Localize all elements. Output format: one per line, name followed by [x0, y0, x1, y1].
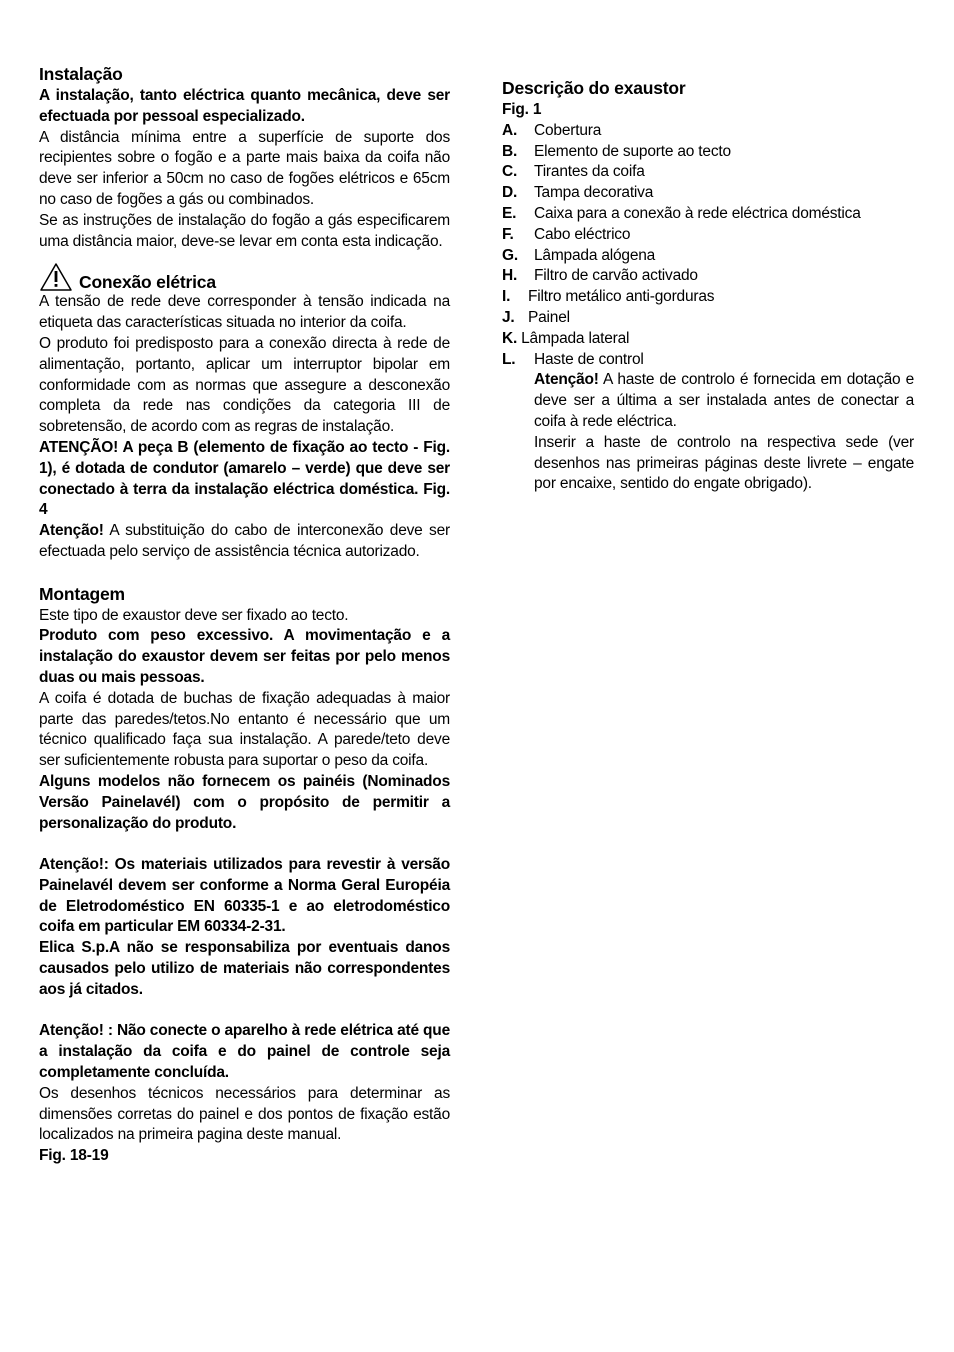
description-note2: Inserir a haste de controlo na respectiva sede (ver desenhos nas primeiras páginas deste livrete – engate por encaixe, sentido do engate obrigado).	[534, 433, 914, 493]
list-key: C.	[502, 163, 518, 181]
list-key: B.	[502, 142, 518, 160]
list-item	[502, 246, 914, 267]
list-item	[502, 225, 914, 246]
list-label: Elemento de suporte ao tecto	[534, 142, 731, 160]
assembly-heading: Montagem	[39, 583, 125, 604]
description-note-bold: Atenção!	[534, 371, 599, 389]
list-label: Cobertura	[534, 121, 602, 139]
list-key: F.	[502, 225, 514, 243]
install-gas-text: Se as instruções de instalação do fogão a gás especificarem uma distância maior, deve-se levar em conta esta indicação.	[39, 211, 450, 250]
electric-cable-bold: Atenção!	[39, 522, 104, 540]
list-key: J.	[502, 308, 515, 326]
install-heading: Instalação	[39, 64, 123, 84]
list-item	[502, 266, 914, 287]
list-key: K.	[502, 329, 518, 347]
list-item	[502, 204, 914, 225]
list-label: Haste de control	[534, 350, 644, 368]
description-note	[534, 370, 914, 432]
install-distance-text: A distância mínima entre a superfície de suporte dos recipientes sobre o fogão e a parte mais baixa da coifa não deve ser inferior a 50cm no caso de fogões elétricos e 65cm no caso de fogões a gás ou combinados.	[39, 128, 450, 208]
list-label: Lâmpada lateral	[521, 329, 630, 347]
list-label: Tirantes da coifa	[534, 163, 645, 181]
list-label: Tampa decorativa	[534, 184, 654, 202]
spacer	[39, 1001, 450, 1022]
list-key: L.	[502, 350, 516, 368]
list-key: D.	[502, 184, 518, 202]
assembly-materials-text: Atenção!: Os materiais utilizados para revestir à versão Painelavél devem ser conforme a Norma Geral Européia de Eletrodoméstico EN 60335-1 e ao eletrodoméstico coifa em particular EM 60334-2-31.	[39, 856, 450, 936]
description-heading: Descrição do exaustor	[502, 78, 686, 98]
assembly-drawings-text: Os desenhos técnicos necessários para determinar as dimensões corretas do painel e dos pontos de fixação estão localizados na primeira pagina deste manual.	[39, 1084, 450, 1144]
list-item	[502, 121, 914, 142]
electric-voltage-text: A tensão de rede deve corresponder à tensão indicada na etiqueta das características situada no interior da coifa.	[39, 293, 450, 332]
electric-ground-text: ATENÇÃO! A peça B (elemento de fixação ao tecto - Fig. 1), é dotada de condutor (amarelo – verde) que deve ser conectado à terra da instalação eléctrica doméstica. Fig. 4	[39, 438, 450, 519]
assembly-ceiling-text: Este tipo de exaustor deve ser fixado ao tecto.	[39, 606, 349, 624]
assembly-fig-ref: Fig. 18-19	[39, 1147, 109, 1165]
list-label: Painel	[528, 308, 570, 326]
description-fig-ref: Fig. 1	[502, 101, 542, 118]
left-column	[39, 64, 450, 1167]
list-item	[502, 183, 914, 204]
electric-cable-text	[39, 521, 450, 563]
electric-connection-text: O produto foi predisposto para a conexão directa à rede de alimentação, portanto, aplicar um interruptor bipolar em conformidade com as normas que assegure a desconexão completa da rede nas condições da categoria III de sobretensão, de acordo com as regras de instalação.	[39, 334, 450, 436]
spacer	[39, 563, 450, 584]
list-item	[502, 329, 914, 350]
electric-heading: Conexão elétrica	[79, 272, 216, 293]
list-item	[502, 308, 914, 329]
electric-heading-row	[39, 262, 450, 292]
assembly-anchors-text: A coifa é dotada de buchas de fixação adequadas à maior parte das paredes/tetos.No entanto é necessário que um técnico qualificado faça sua instalação. A parede/teto deve ser suficientemente robusta para suportar o peso da coifa.	[39, 689, 450, 770]
electric-cable-rest: A substituição do cabo de interconexão deve ser efectuada pelo serviço de assistência técnica autorizado.	[39, 522, 450, 560]
list-item	[502, 350, 914, 371]
spacer	[39, 834, 450, 855]
list-item	[502, 162, 914, 183]
assembly-panels-text: Alguns modelos não fornecem os painéis (Nominados Versão Painelavél) com o propósito de permitir a personalização do produto.	[39, 772, 450, 832]
list-key: I.	[502, 288, 511, 306]
list-key: G.	[502, 246, 518, 264]
assembly-connect-warning: Atenção! : Não conecte o aparelho à rede elétrica até que a instalação da coifa e do painel de controle seja completamente concluída.	[39, 1022, 450, 1082]
list-label: Filtro metálico anti-gorduras	[528, 288, 715, 306]
assembly-weight-text: Produto com peso excessivo. A movimentação e a instalação do exaustor devem ser feitas por pelo menos duas ou mais pessoas.	[39, 627, 450, 686]
list-key: E.	[502, 204, 517, 222]
list-item	[502, 142, 914, 163]
list-key: A.	[502, 121, 518, 139]
install-warning-text: A instalação, tanto eléctrica quanto mecânica, deve ser efectuada por pessoal especializado.	[39, 87, 450, 125]
list-label: Filtro de carvão activado	[534, 267, 698, 285]
right-column	[502, 78, 914, 495]
description-note-rest: A haste de controlo é fornecida em dotação e deve ser a última a ser instalada antes de conectar a coifa à rede eléctrica.	[534, 371, 914, 430]
list-label: Lâmpada alógena	[534, 246, 656, 264]
warning-triangle-icon	[39, 262, 73, 292]
list-label: Cabo eléctrico	[534, 225, 631, 243]
list-item	[502, 287, 914, 308]
assembly-liability-text: Elica S.p.A não se responsabiliza por eventuais danos causados pelo utilizo de materiais não correspondentes aos já citados.	[39, 939, 450, 998]
list-label: Caixa para a conexão à rede eléctrica doméstica	[534, 204, 861, 222]
list-key: H.	[502, 267, 518, 285]
